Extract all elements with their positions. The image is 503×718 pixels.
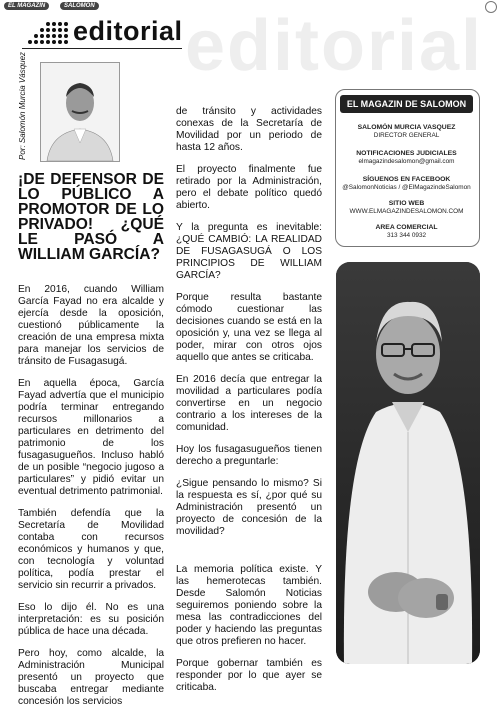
director-block bbox=[335, 124, 478, 139]
masthead-pill-right: SALOMON bbox=[60, 2, 99, 10]
facebook-title: SÍGUENOS EN FACEBOOK bbox=[362, 176, 451, 183]
paragraph: En aquella época, García Fayad advertía que el municipio podría terminar entregando recursos millonarios a particulares en detrimento del patrimonio de los fusagasugueños. Incluso habló de un posible “negocio jugoso a particulares” y pidió evitar un eventual detrimento patrimonial. bbox=[18, 378, 164, 497]
paragraph: También defendía que la Secretaría de Movilidad contaba con recursos económicos y humanos y que, con tecnología y voluntad política, podía prestar el servicio sin recurrir a privados. bbox=[18, 508, 164, 591]
paragraph: de tránsito y actividades conexas de la Secretaría de Movilidad por un periodo de hasta 12 años. bbox=[176, 106, 322, 153]
paragraph: El proyecto finalmente fue retirado por la Administración, pero el debate político quedó abierto. bbox=[176, 164, 322, 211]
paragraph: La memoria política existe. Y las hemerotecas también. Desde Salomón Noticias seguiremos poniendo sobre la mesa las contradicciones del poder y haciendo las preguntas que otros prefieren no hacer. bbox=[176, 564, 322, 647]
notifications-title: NOTIFICACIONES JUDICIALES bbox=[356, 150, 457, 157]
paragraph: Pero hoy, como alcalde, la Administración Municipal presentó un proyecto que buscaba entregar mediante concesión los servicios bbox=[18, 648, 164, 707]
paragraph: Y la pregunta es inevitable: ¿QUÉ CAMBIÓ: LA REALIDAD DE FUSAGASUGÁ O LOS PRINCIPIOS DE WILLIAM GARCÍA? bbox=[176, 222, 322, 281]
author-byline-text: Por: Salomón Murcia Vásquez bbox=[18, 51, 27, 160]
magazine-logo: EL MAGAZIN DE SALOMON bbox=[340, 95, 473, 113]
article-column-2 bbox=[176, 106, 322, 704]
paragraph: Porque gobernar también es responder por lo que ayer se criticaba. bbox=[176, 658, 322, 693]
article-column-1 bbox=[18, 284, 164, 718]
website-block bbox=[335, 200, 478, 215]
paragraph: Porque resulta bastante cómodo cuestionar las decisiones cuando se está en la oposición y, una vez se llega al poder, mirar con otros ojos aquello que antes se criticaba. bbox=[176, 292, 322, 363]
masthead-pill-left: EL MAGAZIN bbox=[4, 2, 49, 10]
sales-block bbox=[335, 224, 478, 239]
notifications-block bbox=[335, 150, 478, 165]
paragraph: En 2016 decía que entregar la movilidad a particulares podía convertirse en un negocio contrario a los intereses de la comunidad. bbox=[176, 374, 322, 433]
paragraph: Eso lo dijo él. No es una interpretación: es su posición pública de hace una década. bbox=[18, 602, 164, 637]
paragraph: ¿Sigue pensando lo mismo? Si la respuesta es sí, ¿por qué su Administración presentó un proyecto de concesión de la movilidad? bbox=[176, 478, 322, 537]
sales-title: AREA COMERCIAL bbox=[375, 224, 438, 231]
facebook-handles[interactable]: @SalomonNoticias / @ElMagazindeSalomon bbox=[342, 183, 471, 191]
paragraph: Hoy los fusagasugueños tienen derecho a preguntarle: bbox=[176, 444, 322, 467]
author-byline bbox=[16, 51, 30, 160]
decorative-icon bbox=[485, 1, 497, 13]
website-title: SITIO WEB bbox=[388, 200, 425, 207]
dots-icon bbox=[22, 20, 70, 48]
notifications-email[interactable]: elmagazindesalomon@gmail.com bbox=[358, 157, 455, 165]
subject-photo bbox=[336, 262, 480, 664]
director-name: SALOMÓN MURCIA VASQUEZ bbox=[357, 124, 456, 131]
sales-phone[interactable]: 313 344 0932 bbox=[386, 231, 427, 239]
website-url[interactable]: WWW.ELMAGAZINDESALOMON.COM bbox=[349, 207, 464, 215]
author-photo bbox=[40, 62, 120, 162]
paragraph: En 2016, cuando William García Fayad no era alcalde y ejercía desde la oposición, cuestionó públicamente la creación de una empresa mixta para manejar los servicios de tránsito de Fusagasugá. bbox=[18, 284, 164, 367]
article-headline: ¡DE DEFENSOR DE LO PÚBLICO A PROMOTOR DE LO PRIVADO! ¿QUÉ LE PASÓ A WILLIAM GARCÍA? bbox=[18, 171, 164, 263]
divider bbox=[22, 48, 182, 49]
director-role: DIRECTOR GENERAL bbox=[373, 131, 440, 139]
section-title: editorial bbox=[73, 16, 183, 46]
facebook-block bbox=[335, 176, 478, 191]
section-watermark: editorial bbox=[185, 6, 484, 86]
